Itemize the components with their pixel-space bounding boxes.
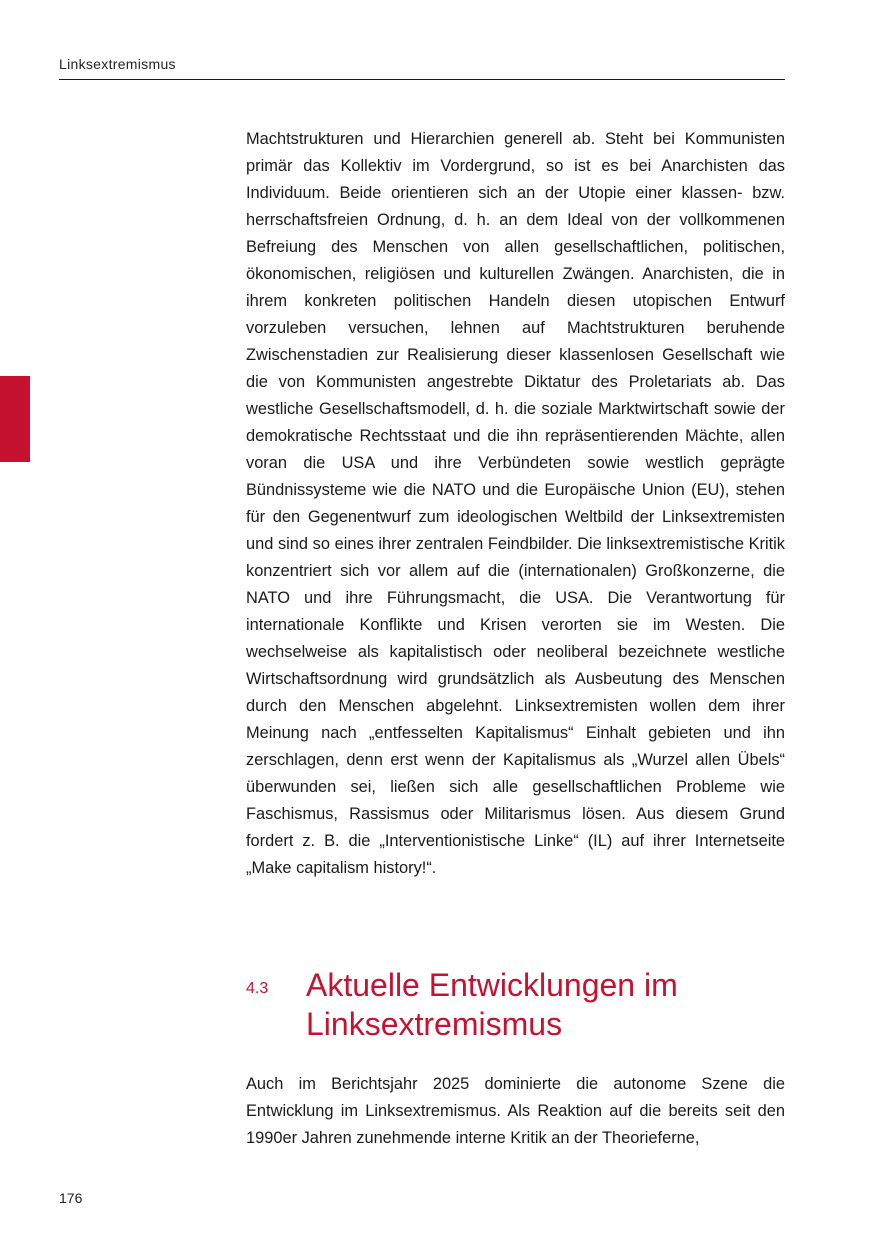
page-number: 176 (59, 1190, 83, 1206)
section-number: 4.3 (246, 980, 269, 997)
chapter-marker-tab (0, 376, 30, 462)
section-heading: Aktuelle Entwicklungen im Linksextremismus (306, 967, 678, 1042)
body-paragraph: Auch im Berichtsjahr 2025 dominierte die autonome Szene die Entwicklung im Linksextremismus. Als Reaktion auf die bereits seit den 1990er Jahren zunehmende interne Kritik an der Theorieferne, (246, 1075, 785, 1147)
body-paragraph: Machtstrukturen und Hierarchien generell ab. Steht bei Kommunisten primär das Kollektiv im Vordergrund, so ist es bei Anarchisten das Individuum. Beide orientieren sich an der Utopie einer klassen- bzw. herrschaftsfreien Ordnung, d. h. an dem Ideal von der vollkommenen Befreiung des Menschen von allen gesellschaftlichen, politischen, ökonomischen, religiösen und kulturellen Zwängen. Anarchisten, die in ihrem konkreten politischen Handeln diesen utopischen Entwurf vorzuleben versuchen, lehnen auf Machtstrukturen beruhende Zwischenstadien zur Realisierung dieser klassenlosen Gesellschaft wie die von Kommunisten angestrebte Diktatur des Proletariats ab. Das westliche Gesellschaftsmodell, d. h. die soziale Marktwirtschaft sowie der demokratische Rechtsstaat und die ihn repräsentierenden Mächte, allen voran die USA und ihre Verbündeten sowie westlich geprägte Bündnissysteme wie die NATO und die Europäische Union (EU), stehen für den Gegenentwurf zum ideologischen Weltbild der Linksextremisten und sind so eines ihrer zentralen Feindbilder. Die linksextremistische Kritik konzentriert sich vor allem auf die (internationalen) Großkonzerne, die NATO und ihre Führungsmacht, die USA. Die Verantwortung für internationale Konflikte und Krisen verorten sie im Westen. Die wechselweise als kapitalistisch oder neoliberal bezeichnete westliche Wirtschaftsordnung wird grundsätzlich als Ausbeutung des Menschen durch den Menschen abgelehnt. Linksextremisten wollen dem ihrer Meinung nach „entfesselten Kapitalismus“ Einhalt gebieten und ihn zerschlagen, denn erst wenn der Kapitalismus als „Wurzel allen Übels“ überwunden sei, ließen sich alle gesellschaftlichen Probleme wie Faschismus, Rassismus oder Militarismus lösen. Aus diesem Grund fordert z. B. die „Interventionistische Linke“ (IL) auf ihrer Internetseite „Make capitalism history!“. (246, 130, 785, 877)
running-head: Linksextremismus (59, 56, 176, 72)
header-divider (59, 79, 785, 80)
